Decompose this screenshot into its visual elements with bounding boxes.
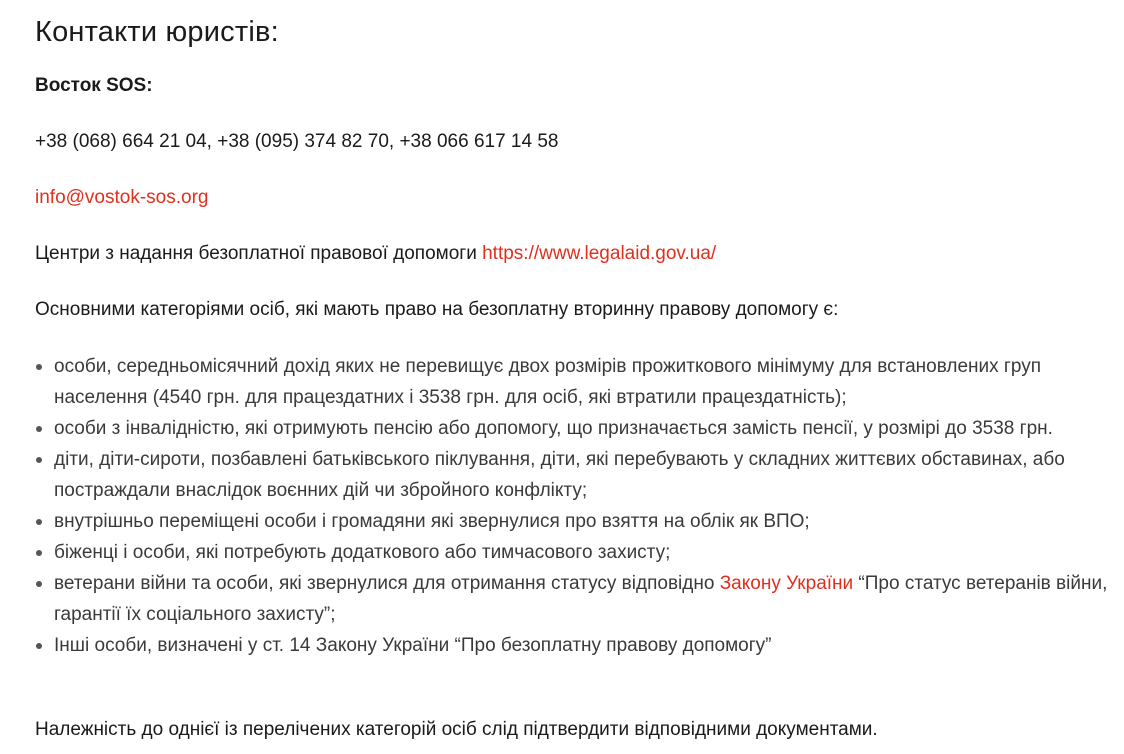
categories-intro: Основними категоріями осіб, які мають право на безоплатну вторинну правову допомогу є: <box>35 299 839 320</box>
list-item-text: “Про статус ветеранів війни, гарантії їх соціального захисту”; <box>54 573 1108 625</box>
list-item: особи, середньомісячний дохід яких не перевищує двох розмірів прожиткового мінімуму для встановлених груп населення (4540 грн. для працездатних і 3538 грн. для осіб, які втратили працездатність); <box>35 351 1110 413</box>
page-title: Контакти юристів: <box>35 16 279 48</box>
list-item: діти, діти-сироти, позбавлені батьківського піклування, діти, які перебувають у складних життєвих обставинах, або постраждали внаслідок воєнних дій чи збройного конфлікту; <box>35 444 1110 506</box>
footer-note: Належність до однієї із перелічених категорій осіб слід підтвердити відповідними документами. <box>35 719 878 740</box>
list-item-text: ветерани війни та особи, які звернулися для отримання статусу відповідно <box>54 573 720 594</box>
org-name: Восток SOS: <box>35 75 153 96</box>
phone-numbers: +38 (068) 664 21 04, +38 (095) 374 82 70, +38 066 617 14 58 <box>35 131 559 152</box>
list-item: особи з інвалідністю, які отримують пенсію або допомогу, що призначається замість пенсії, у розмірі до 3538 грн. <box>35 413 1110 444</box>
email-paragraph <box>35 185 208 211</box>
list-item <box>35 568 1110 630</box>
categories-list <box>35 351 1110 661</box>
law-of-ukraine-link[interactable]: Закону України <box>719 573 854 594</box>
legal-aid-centers <box>35 241 716 267</box>
legal-aid-link[interactable]: https://www.legalaid.gov.ua/ <box>482 243 717 264</box>
legal-aid-centers-text: Центри з надання безоплатної правової допомоги <box>35 243 483 264</box>
list-item: Інші особи, визначені у ст. 14 Закону України “Про безоплатну правову допомогу” <box>35 630 1110 661</box>
list-item: біженці і особи, які потребують додаткового або тимчасового захисту; <box>35 537 1110 568</box>
email-link[interactable]: info@vostok-sos.org <box>35 187 209 208</box>
list-item: внутрішньо переміщені особи і громадяни які звернулися про взяття на облік як ВПО; <box>35 506 1110 537</box>
